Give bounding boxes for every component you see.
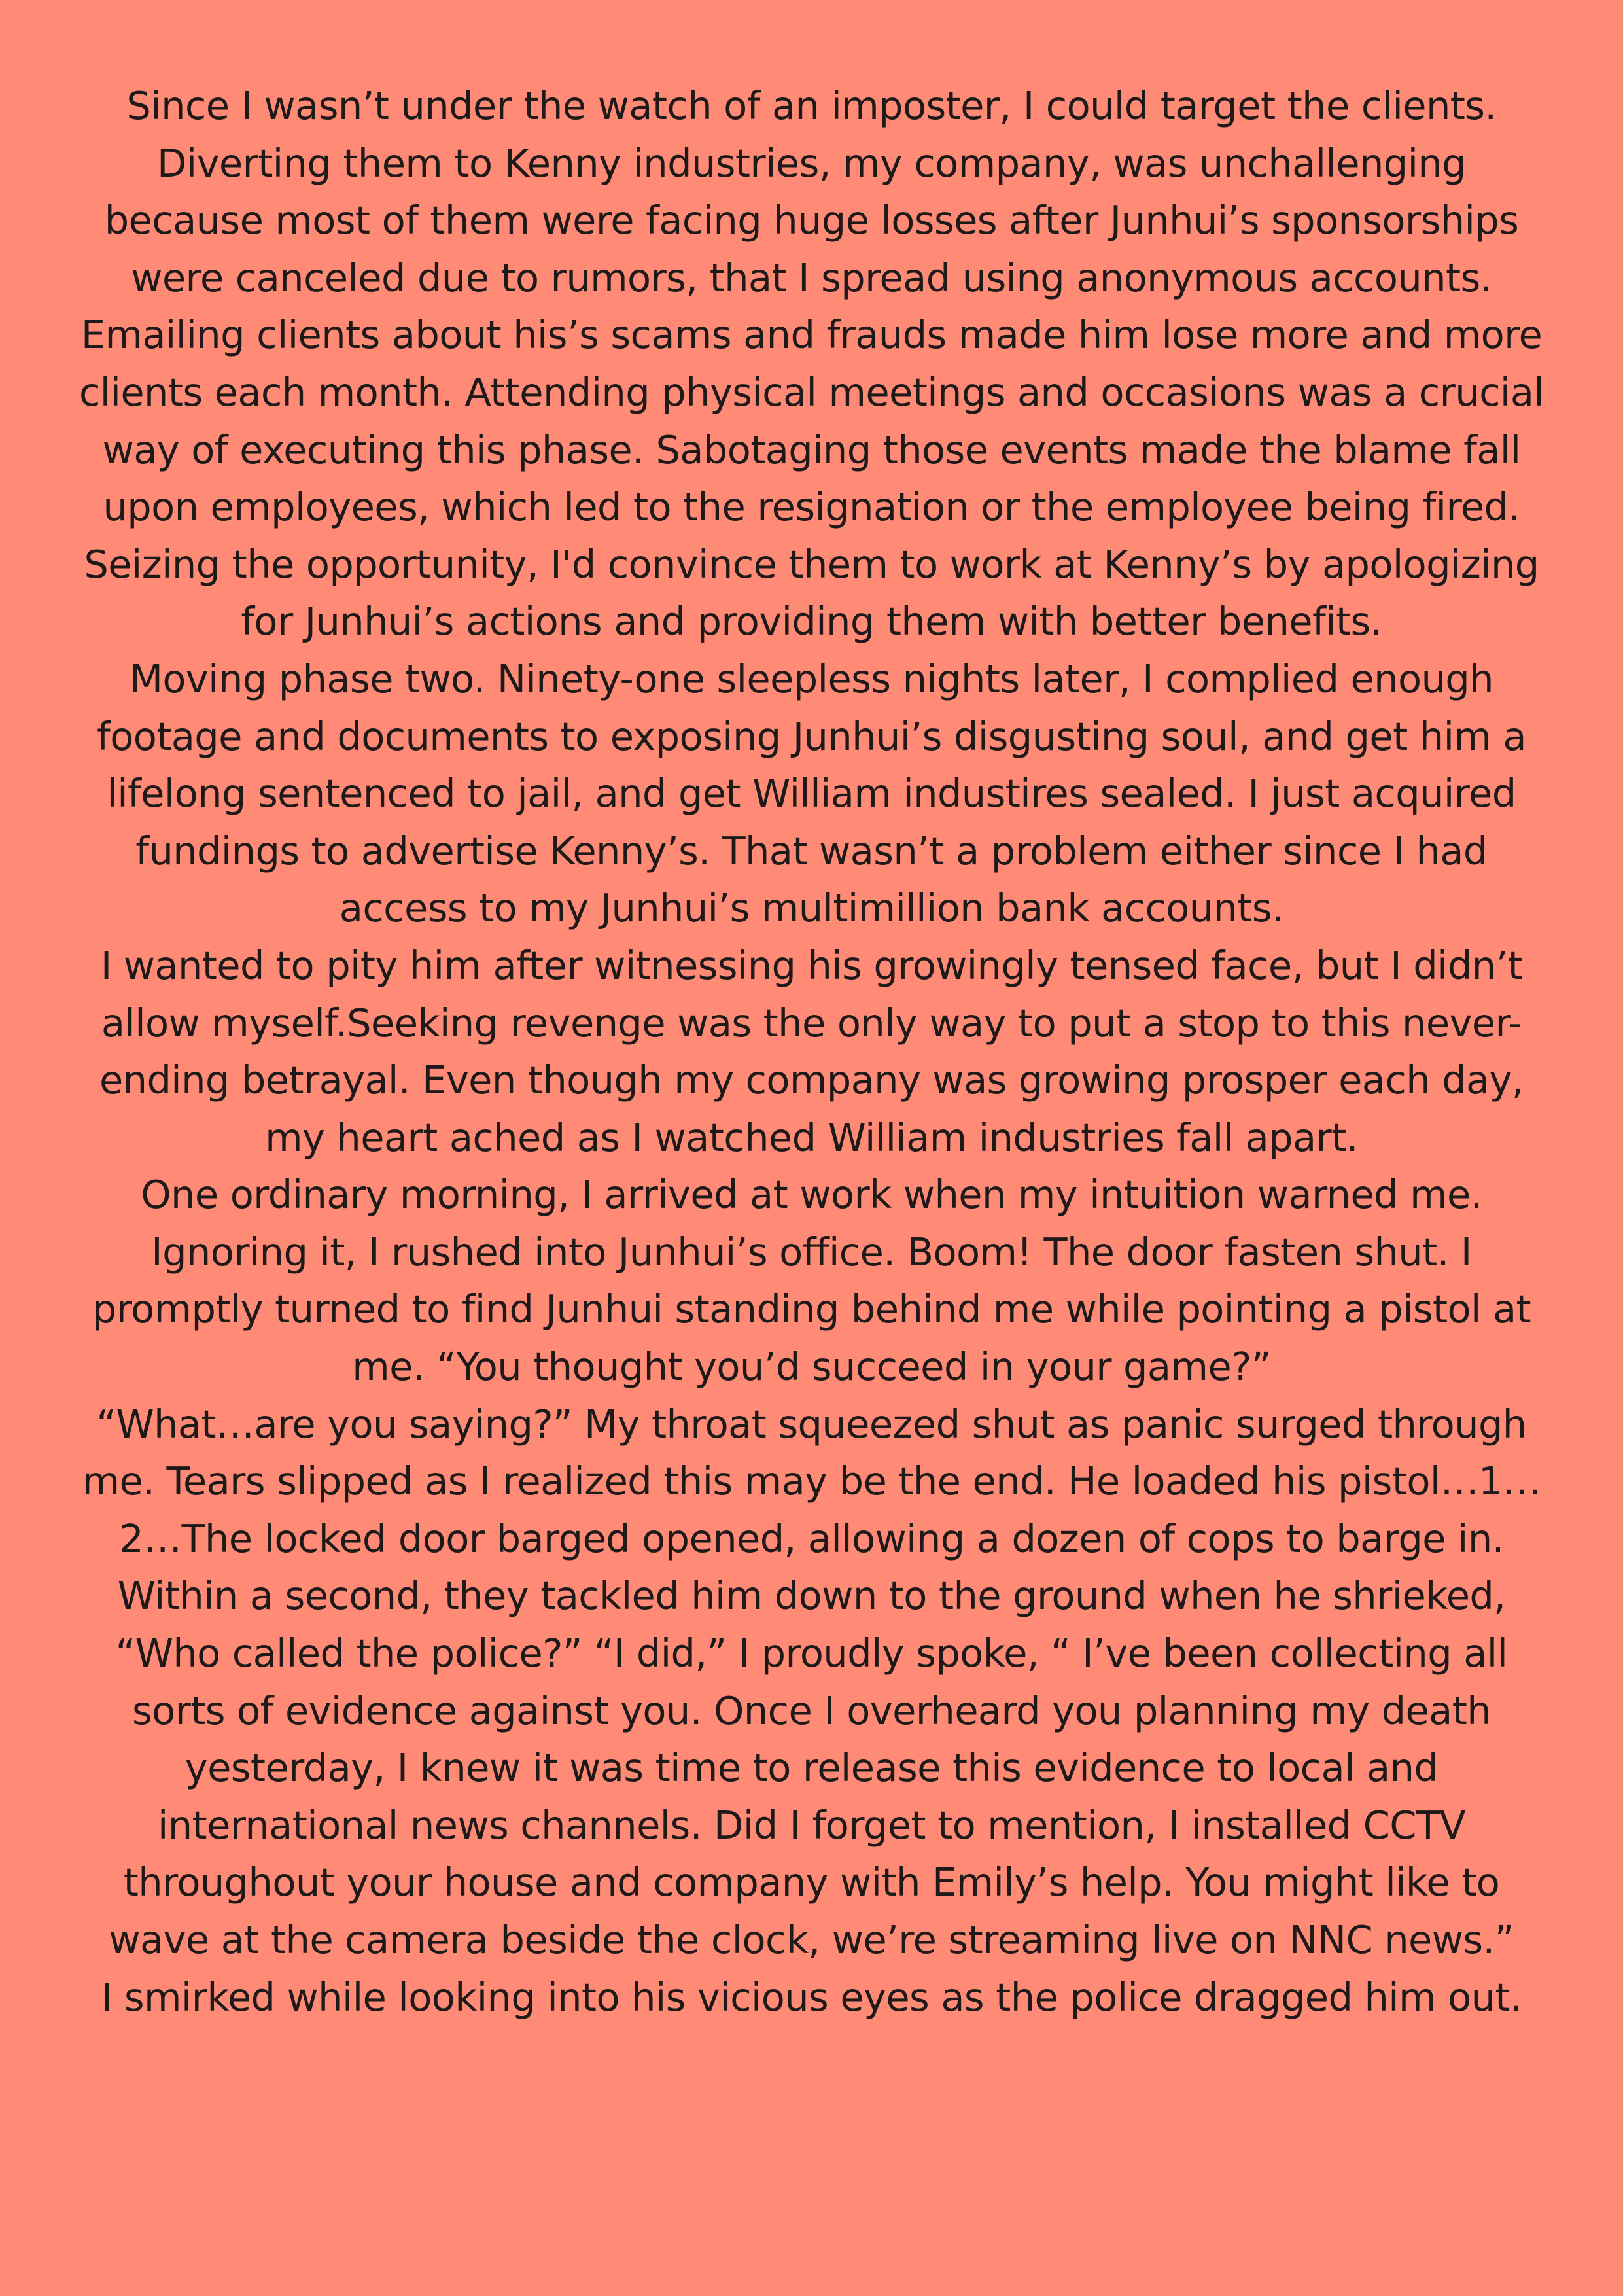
text-line: clients each month. Attending physical meetings and occasions was a crucial [79,369,1544,415]
text-line: wave at the camera beside the clock, we’re streaming live on NNC news.” [109,1917,1514,1962]
text-line: fundings to advertise Kenny’s. That wasn’t a problem either since I had [135,828,1488,874]
text-line: way of executing this phase. Sabotaging those events made the blame fall [102,427,1521,472]
story-text [39,77,1584,2026]
text-line: because most of them were facing huge losses after Junhui’s sponsorships [104,198,1519,243]
text-line: yesterday, I knew it was time to release this evidence to local and [184,1745,1439,1791]
text-line: footage and documents to exposing Junhui’s disgusting soul, and get him a [97,713,1526,759]
text-line: “What…are you saying?” My throat squeezed shut as panic surged through [96,1401,1527,1447]
text-line: One ordinary morning, I arrived at work when my intuition warned me. [141,1172,1482,1218]
text-line: upon employees, which led to the resignation or the employee being fired. [103,484,1520,530]
text-line: international news channels. Did I forget to mention, I installed CCTV [157,1802,1466,1848]
text-line: were canceled due to rumors, that I spread using anonymous accounts. [131,255,1492,300]
text-line: promptly turned to find Junhui standing behind me while pointing a pistol at [92,1286,1531,1332]
text-line: my heart ached as I watched William industries fall apart. [265,1114,1358,1160]
text-line: me. “You thought you’d succeed in your game?” [352,1344,1271,1390]
text-line: throughout your house and company with Emily’s help. You might like to [123,1860,1500,1905]
text-line: lifelong sentenced to jail, and get William industires sealed. I just acquired [107,771,1516,817]
text-line: I wanted to pity him after witnessing his growingly tensed face, but I didn’t [100,942,1523,988]
text-line: Ignoring it, I rushed into Junhui’s office. Boom! The door fasten shut. I [151,1229,1472,1275]
text-line: Since I wasn’t under the watch of an imposter, I could target the clients. [126,83,1497,128]
text-line: ending betrayal. Even though my company was growing prosper each day, [99,1057,1524,1103]
text-line: access to my Junhui’s multimillion bank accounts. [339,885,1284,931]
text-line: for Junhui’s actions and providing them with better benefits. [241,599,1382,645]
text-line: Diverting them to Kenny industries, my company, was unchallenging [156,140,1467,186]
text-line: Within a second, they tackled him down to the ground when he shrieked, [117,1573,1506,1619]
text-line: Emailing clients about his’s scams and frauds made him lose more and more [80,312,1543,358]
text-line: allow myself.Seeking revenge was the only way to put a stop to this never- [101,1000,1522,1046]
text-line: I smirked while looking into his vicious eyes as the police dragged him out. [101,1974,1522,2020]
text-line: sorts of evidence against you. Once I overheard you planning my death [131,1687,1492,1733]
text-line: Moving phase two. Ninety-one sleepless nights later, I complied enough [130,656,1493,701]
text-line: me. Tears slipped as I realized this may be the end. He loaded his pistol…1… [82,1458,1541,1504]
text-line: 2…The locked door barged opened, allowing a dozen of cops to barge in. [119,1515,1504,1561]
text-line: Seizing the opportunity, I'd convince them to work at Kenny’s by apologizing [84,541,1539,587]
text-line: “Who called the police?” “I did,” I proudly spoke, “ I’ve been collecting all [115,1631,1508,1676]
